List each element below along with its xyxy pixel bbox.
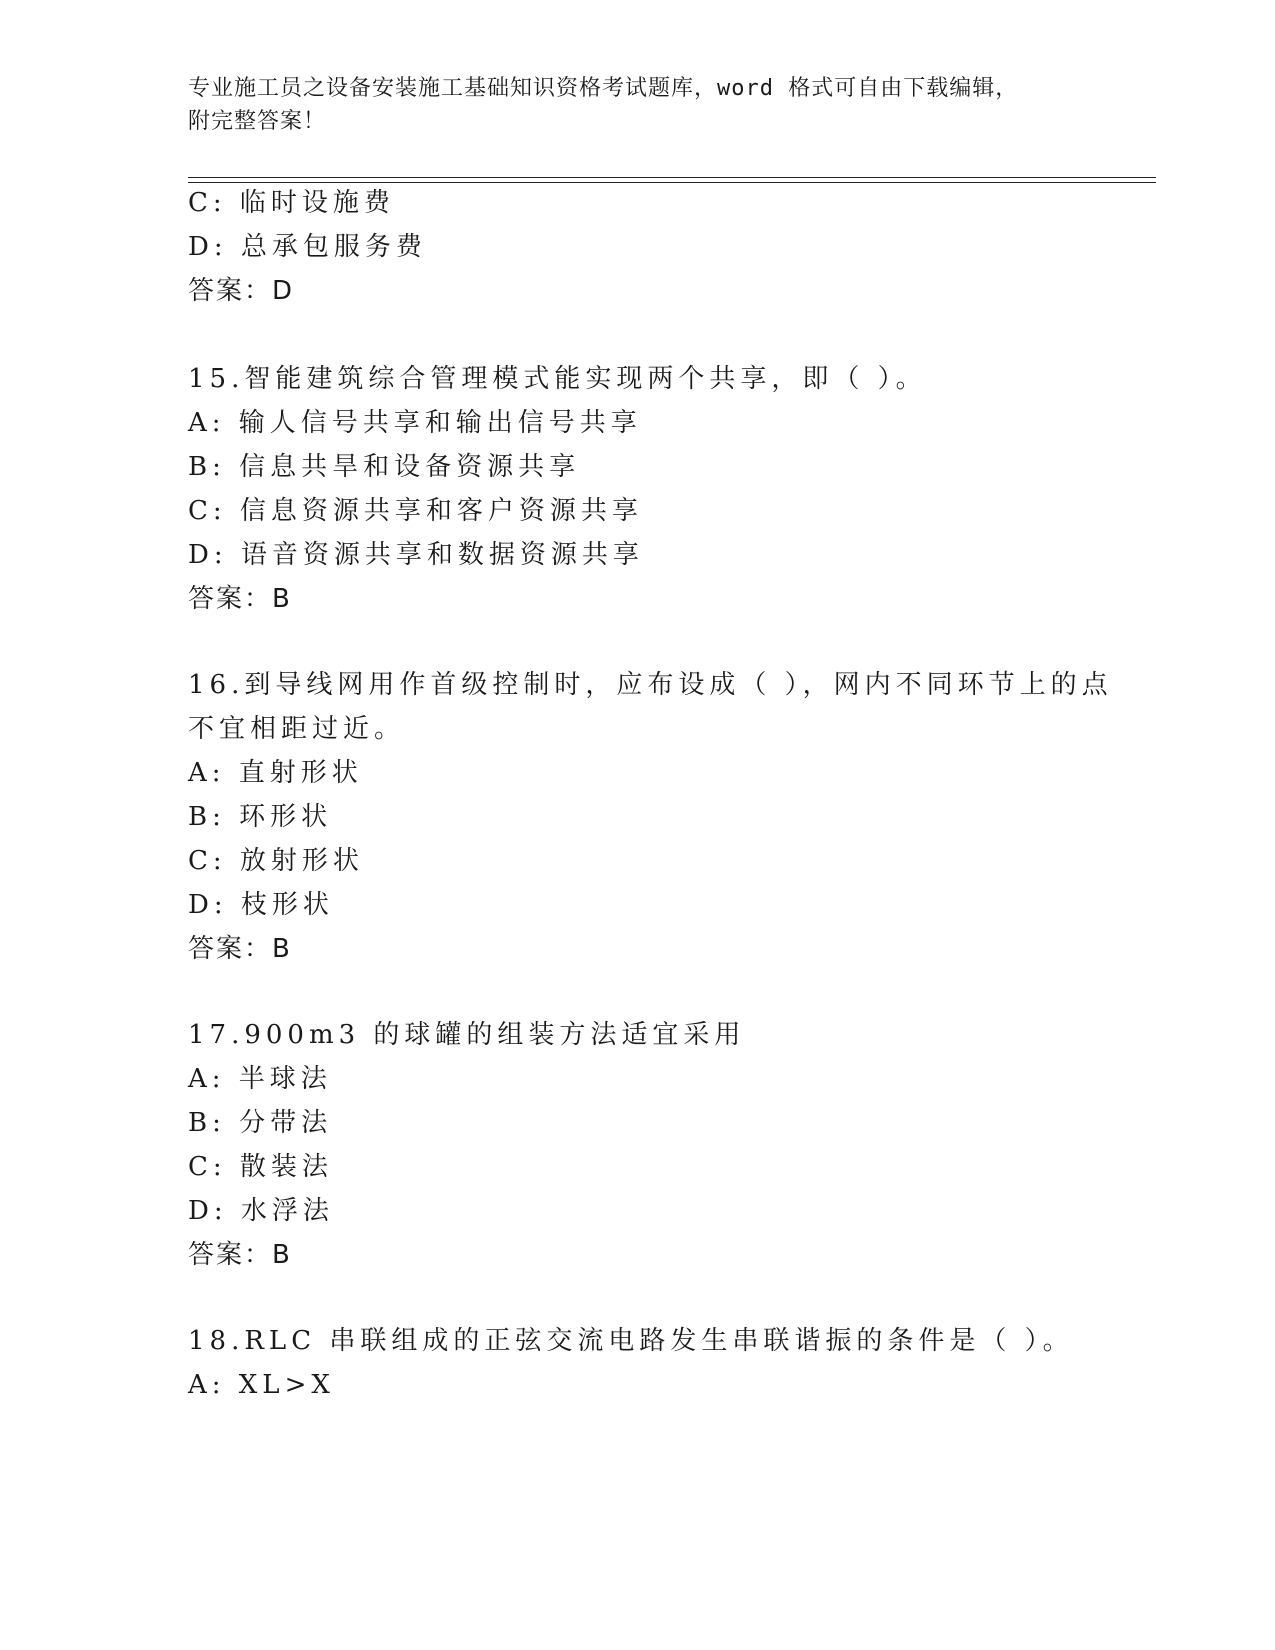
answer-line: 答案：D [188,276,295,306]
answer-line: 答案：B [188,934,292,964]
option-d: D: 枝形状 [188,890,334,920]
option-b: B: 环形状 [188,802,333,832]
answer-line: 答案：B [188,1240,292,1270]
answer-line: 答案：B [188,584,292,614]
option-d: D: 语音资源共享和数据资源共享 [188,540,644,570]
question-stem-continued: 不宜相距过近。 [188,714,406,744]
option-b: B: 分带法 [188,1108,333,1138]
question-stem: 17.900m3 的球罐的组装方法适宜采用 [188,1020,746,1050]
header-divider-bottom [188,182,1156,183]
option-c: C: 散装法 [188,1152,333,1182]
option-a: A: 输人信号共享和输出信号共享 [188,408,642,438]
option-d: D: 水浮法 [188,1196,334,1226]
question-stem: 15.智能建筑综合管理模式能实现两个共享，即（ ）。 [188,364,927,394]
option-d: D: 总承包服务费 [188,232,427,262]
header-divider-top [188,177,1156,178]
header-line-2: 附完整答案！ [188,109,327,134]
option-a: A: 半球法 [188,1064,332,1094]
option-a: A: XL>X [188,1370,335,1400]
document-header [188,72,1068,138]
question-stem: 18.RLC 串联组成的正弦交流电路发生串联谐振的条件是（ ）。 [188,1326,1074,1356]
option-b: B: 信息共旱和设备资源共享 [188,452,581,482]
option-c: C: 临时设施费 [188,188,395,218]
option-a: A: 直射形状 [188,758,363,788]
option-c: C: 信息资源共享和客户资源共享 [188,496,643,526]
question-stem: 16.到导线网用作首级控制时，应布设成（ ），网内不同环节上的点 [188,670,1113,700]
header-line-1: 专业施工员之设备安装施工基础知识资格考试题库，word 格式可自由下载编辑， [188,76,1019,101]
option-c: C: 放射形状 [188,846,364,876]
